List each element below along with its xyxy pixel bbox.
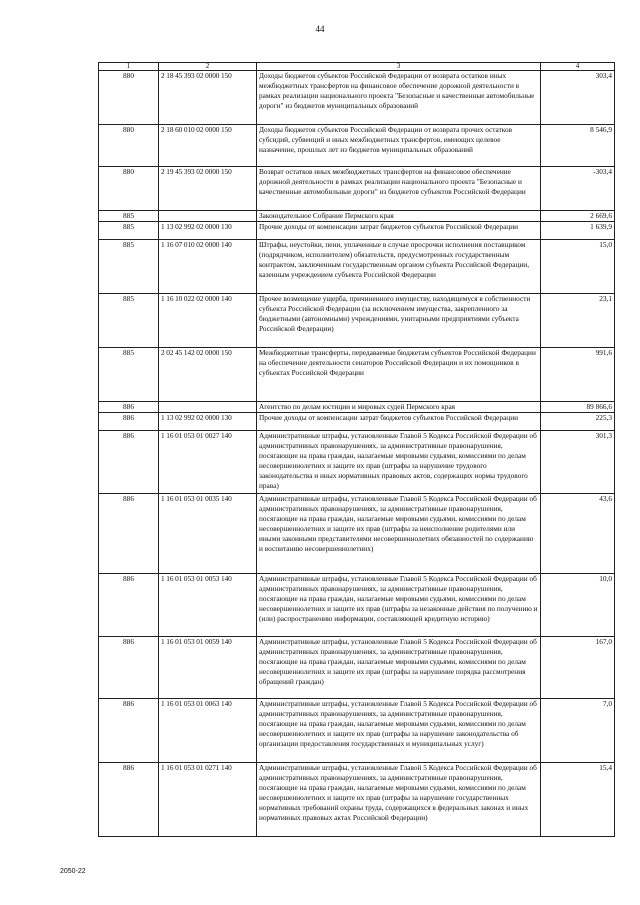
column-header-admin: 1 bbox=[99, 63, 159, 71]
code-cell bbox=[159, 402, 257, 413]
admin-cell: 886 bbox=[99, 413, 159, 431]
amount-cell: 1 639,9 bbox=[541, 222, 615, 240]
amount-cell: 89 866,6 bbox=[541, 402, 615, 413]
table-row bbox=[99, 494, 615, 574]
code-cell: 1 16 01 053 01 0035 140 bbox=[159, 494, 257, 574]
code-cell: 1 13 02 992 02 0000 130 bbox=[159, 413, 257, 431]
name-cell: Возврат остатков иных межбюджетных трансфертов на финансовое обеспечение дорожной деятельности в рамках реализации национального проекта "Безопасные и качественные автомобильные дороги" из бюджетов субъектов Российской Федерации bbox=[257, 167, 541, 211]
name-cell: Межбюджетные трансферты, передаваемые бюджетам субъектов Российской Федерации на обеспечение деятельности сенаторов Российской Федерации и их помощников в субъектах Российской Федерации bbox=[257, 348, 541, 402]
name-cell: Прочие доходы от компенсации затрат бюджетов субъектов Российской Федерации bbox=[257, 413, 541, 431]
table-row bbox=[99, 222, 615, 240]
amount-cell: 303,4 bbox=[541, 71, 615, 125]
page-number: 44 bbox=[315, 24, 325, 34]
name-cell: Административные штрафы, установленные Главой 5 Кодекса Российской Федерации об административных правонарушениях, за административные правонарушения, посягающие на права граждан, налагаемые мировыми судьями, комиссиями по делам несовершеннолетних и защите их прав (штрафы за нарушение государственных нормативных требований охраны труда, содержащихся в федеральных законах и иных нормативных правовых актах Российской Федерации) bbox=[257, 763, 541, 837]
name-cell: Законодательное Собрание Пермского края bbox=[257, 211, 541, 222]
name-cell: Прочее возмещение ущерба, причиненного имуществу, находящемуся в собственности субъекта Российской Федерации (за исключением имущества, закрепленного за бюджетными (автономными) учреждениями, унитарными предприятиями субъекта Российской Федерации) bbox=[257, 294, 541, 348]
code-cell: 1 16 01 053 01 0271 140 bbox=[159, 763, 257, 837]
document-footer-code: 2050-22 bbox=[60, 868, 86, 875]
amount-cell: 167,0 bbox=[541, 637, 615, 699]
code-cell: 2 18 45 393 02 0000 150 bbox=[159, 71, 257, 125]
table-row bbox=[99, 71, 615, 125]
code-cell: 1 16 01 053 01 0027 140 bbox=[159, 431, 257, 494]
admin-cell: 886 bbox=[99, 699, 159, 763]
amount-cell: 15,4 bbox=[541, 763, 615, 837]
admin-cell: 886 bbox=[99, 637, 159, 699]
admin-cell: 886 bbox=[99, 402, 159, 413]
amount-cell: 15,0 bbox=[541, 240, 615, 294]
admin-cell: 885 bbox=[99, 222, 159, 240]
admin-cell: 886 bbox=[99, 763, 159, 837]
amount-cell: 225,3 bbox=[541, 413, 615, 431]
name-cell: Агентство по делам юстиции и мировых судей Пермского края bbox=[257, 402, 541, 413]
column-header-code: 2 bbox=[159, 63, 257, 71]
name-cell: Доходы бюджетов субъектов Российской Федерации от возврата прочих остатков субсидий, субвенций и иных межбюджетных трансфертов, имеющих целевое назначение, прошлых лет из бюджетов муниципальных образований bbox=[257, 125, 541, 167]
code-cell: 1 16 07 010 02 0000 140 bbox=[159, 240, 257, 294]
name-cell: Административные штрафы, установленные Главой 5 Кодекса Российской Федерации об административных правонарушениях, за административные правонарушения, посягающие на права граждан, налагаемые мировыми судьями, комиссиями по делам несовершеннолетних и защите их прав (штрафы за незаконные действия по получению и (или) распространению информации, составляющей кредитную историю) bbox=[257, 574, 541, 637]
table-row bbox=[99, 402, 615, 413]
amount-cell: 991,6 bbox=[541, 348, 615, 402]
admin-cell: 880 bbox=[99, 167, 159, 211]
code-cell bbox=[159, 211, 257, 222]
admin-cell: 880 bbox=[99, 125, 159, 167]
admin-cell: 885 bbox=[99, 294, 159, 348]
code-cell: 1 13 02 992 02 0000 130 bbox=[159, 222, 257, 240]
amount-cell: -303,4 bbox=[541, 167, 615, 211]
table-row bbox=[99, 294, 615, 348]
name-cell: Административные штрафы, установленные Главой 5 Кодекса Российской Федерации об административных правонарушениях, за административные правонарушения, посягающие на права граждан, налагаемые мировыми судьями, комиссиями по делам несовершеннолетних и защите их прав (штрафы за нарушение трудового законодательства и иных нормативных правовых актов, содержащих нормы трудового права) bbox=[257, 431, 541, 494]
code-cell: 2 18 60 010 02 0000 150 bbox=[159, 125, 257, 167]
admin-cell: 880 bbox=[99, 71, 159, 125]
table-row bbox=[99, 348, 615, 402]
table-row bbox=[99, 699, 615, 763]
table-row bbox=[99, 413, 615, 431]
column-header-amount: 4 bbox=[541, 63, 615, 71]
table-row bbox=[99, 763, 615, 837]
amount-cell: 8 546,9 bbox=[541, 125, 615, 167]
amount-cell: 7,0 bbox=[541, 699, 615, 763]
name-cell: Административные штрафы, установленные Главой 5 Кодекса Российской Федерации об административных правонарушениях, за административные правонарушения, посягающие на права граждан, налагаемые мировыми судьями, комиссиями по делам несовершеннолетних и защите их прав (штрафы за нарушение законодательства об организации предоставления государственных и муниципальных услуг) bbox=[257, 699, 541, 763]
admin-cell: 885 bbox=[99, 348, 159, 402]
admin-cell: 886 bbox=[99, 494, 159, 574]
amount-cell: 43,6 bbox=[541, 494, 615, 574]
name-cell: Прочие доходы от компенсации затрат бюджетов субъектов Российской Федерации bbox=[257, 222, 541, 240]
table-row bbox=[99, 211, 615, 222]
amount-cell: 301,3 bbox=[541, 431, 615, 494]
admin-cell: 885 bbox=[99, 211, 159, 222]
name-cell: Доходы бюджетов субъектов Российской Федерации от возврата остатков иных межбюджетных трансфертов на финансовое обеспечение дорожной деятельности в рамках реализации национального проекта "Безопасные и качественные автомобильные дороги" из бюджетов муниципальных образований bbox=[257, 71, 541, 125]
name-cell: Административные штрафы, установленные Главой 5 Кодекса Российской Федерации об административных правонарушениях, за административные правонарушения, посягающие на права граждан, налагаемые мировыми судьями, комиссиями по делам несовершеннолетних и защите их прав (штрафы за неисполнение родителями или иными законными представителями несовершеннолетних обязанностей по содержанию и воспитанию несовершеннолетних) bbox=[257, 494, 541, 574]
table-row bbox=[99, 240, 615, 294]
column-number-row bbox=[99, 63, 615, 71]
code-cell: 2 02 45 142 02 0000 150 bbox=[159, 348, 257, 402]
code-cell: 1 16 01 053 01 0053 140 bbox=[159, 574, 257, 637]
code-cell: 1 16 01 053 01 0063 140 bbox=[159, 699, 257, 763]
name-cell: Административные штрафы, установленные Главой 5 Кодекса Российской Федерации об административных правонарушениях, за административные правонарушения, посягающие на права граждан, налагаемые мировыми судьями, комиссиями по делам несовершеннолетних и защите их прав (штрафы за нарушение порядка рассмотрения обращений граждан) bbox=[257, 637, 541, 699]
code-cell: 1 16 01 053 01 0059 140 bbox=[159, 637, 257, 699]
name-cell: Штрафы, неустойки, пени, уплаченные в случае просрочки исполнения поставщиком (подрядчиком, исполнителем) обязательств, предусмотренных государственным контрактом, заключенным государственным органом субъекта Российской Федерации, казенным учреждением субъекта Российской Федерации bbox=[257, 240, 541, 294]
table-row bbox=[99, 637, 615, 699]
column-header-name: 3 bbox=[257, 63, 541, 71]
amount-cell: 2 669,6 bbox=[541, 211, 615, 222]
code-cell: 2 19 45 393 02 0000 150 bbox=[159, 167, 257, 211]
admin-cell: 885 bbox=[99, 240, 159, 294]
code-cell: 1 16 10 022 02 0000 140 bbox=[159, 294, 257, 348]
admin-cell: 886 bbox=[99, 431, 159, 494]
revenue-table bbox=[98, 62, 615, 837]
table-row bbox=[99, 125, 615, 167]
table-row bbox=[99, 431, 615, 494]
table-row bbox=[99, 574, 615, 637]
admin-cell: 886 bbox=[99, 574, 159, 637]
table-row bbox=[99, 167, 615, 211]
amount-cell: 23,1 bbox=[541, 294, 615, 348]
amount-cell: 10,0 bbox=[541, 574, 615, 637]
